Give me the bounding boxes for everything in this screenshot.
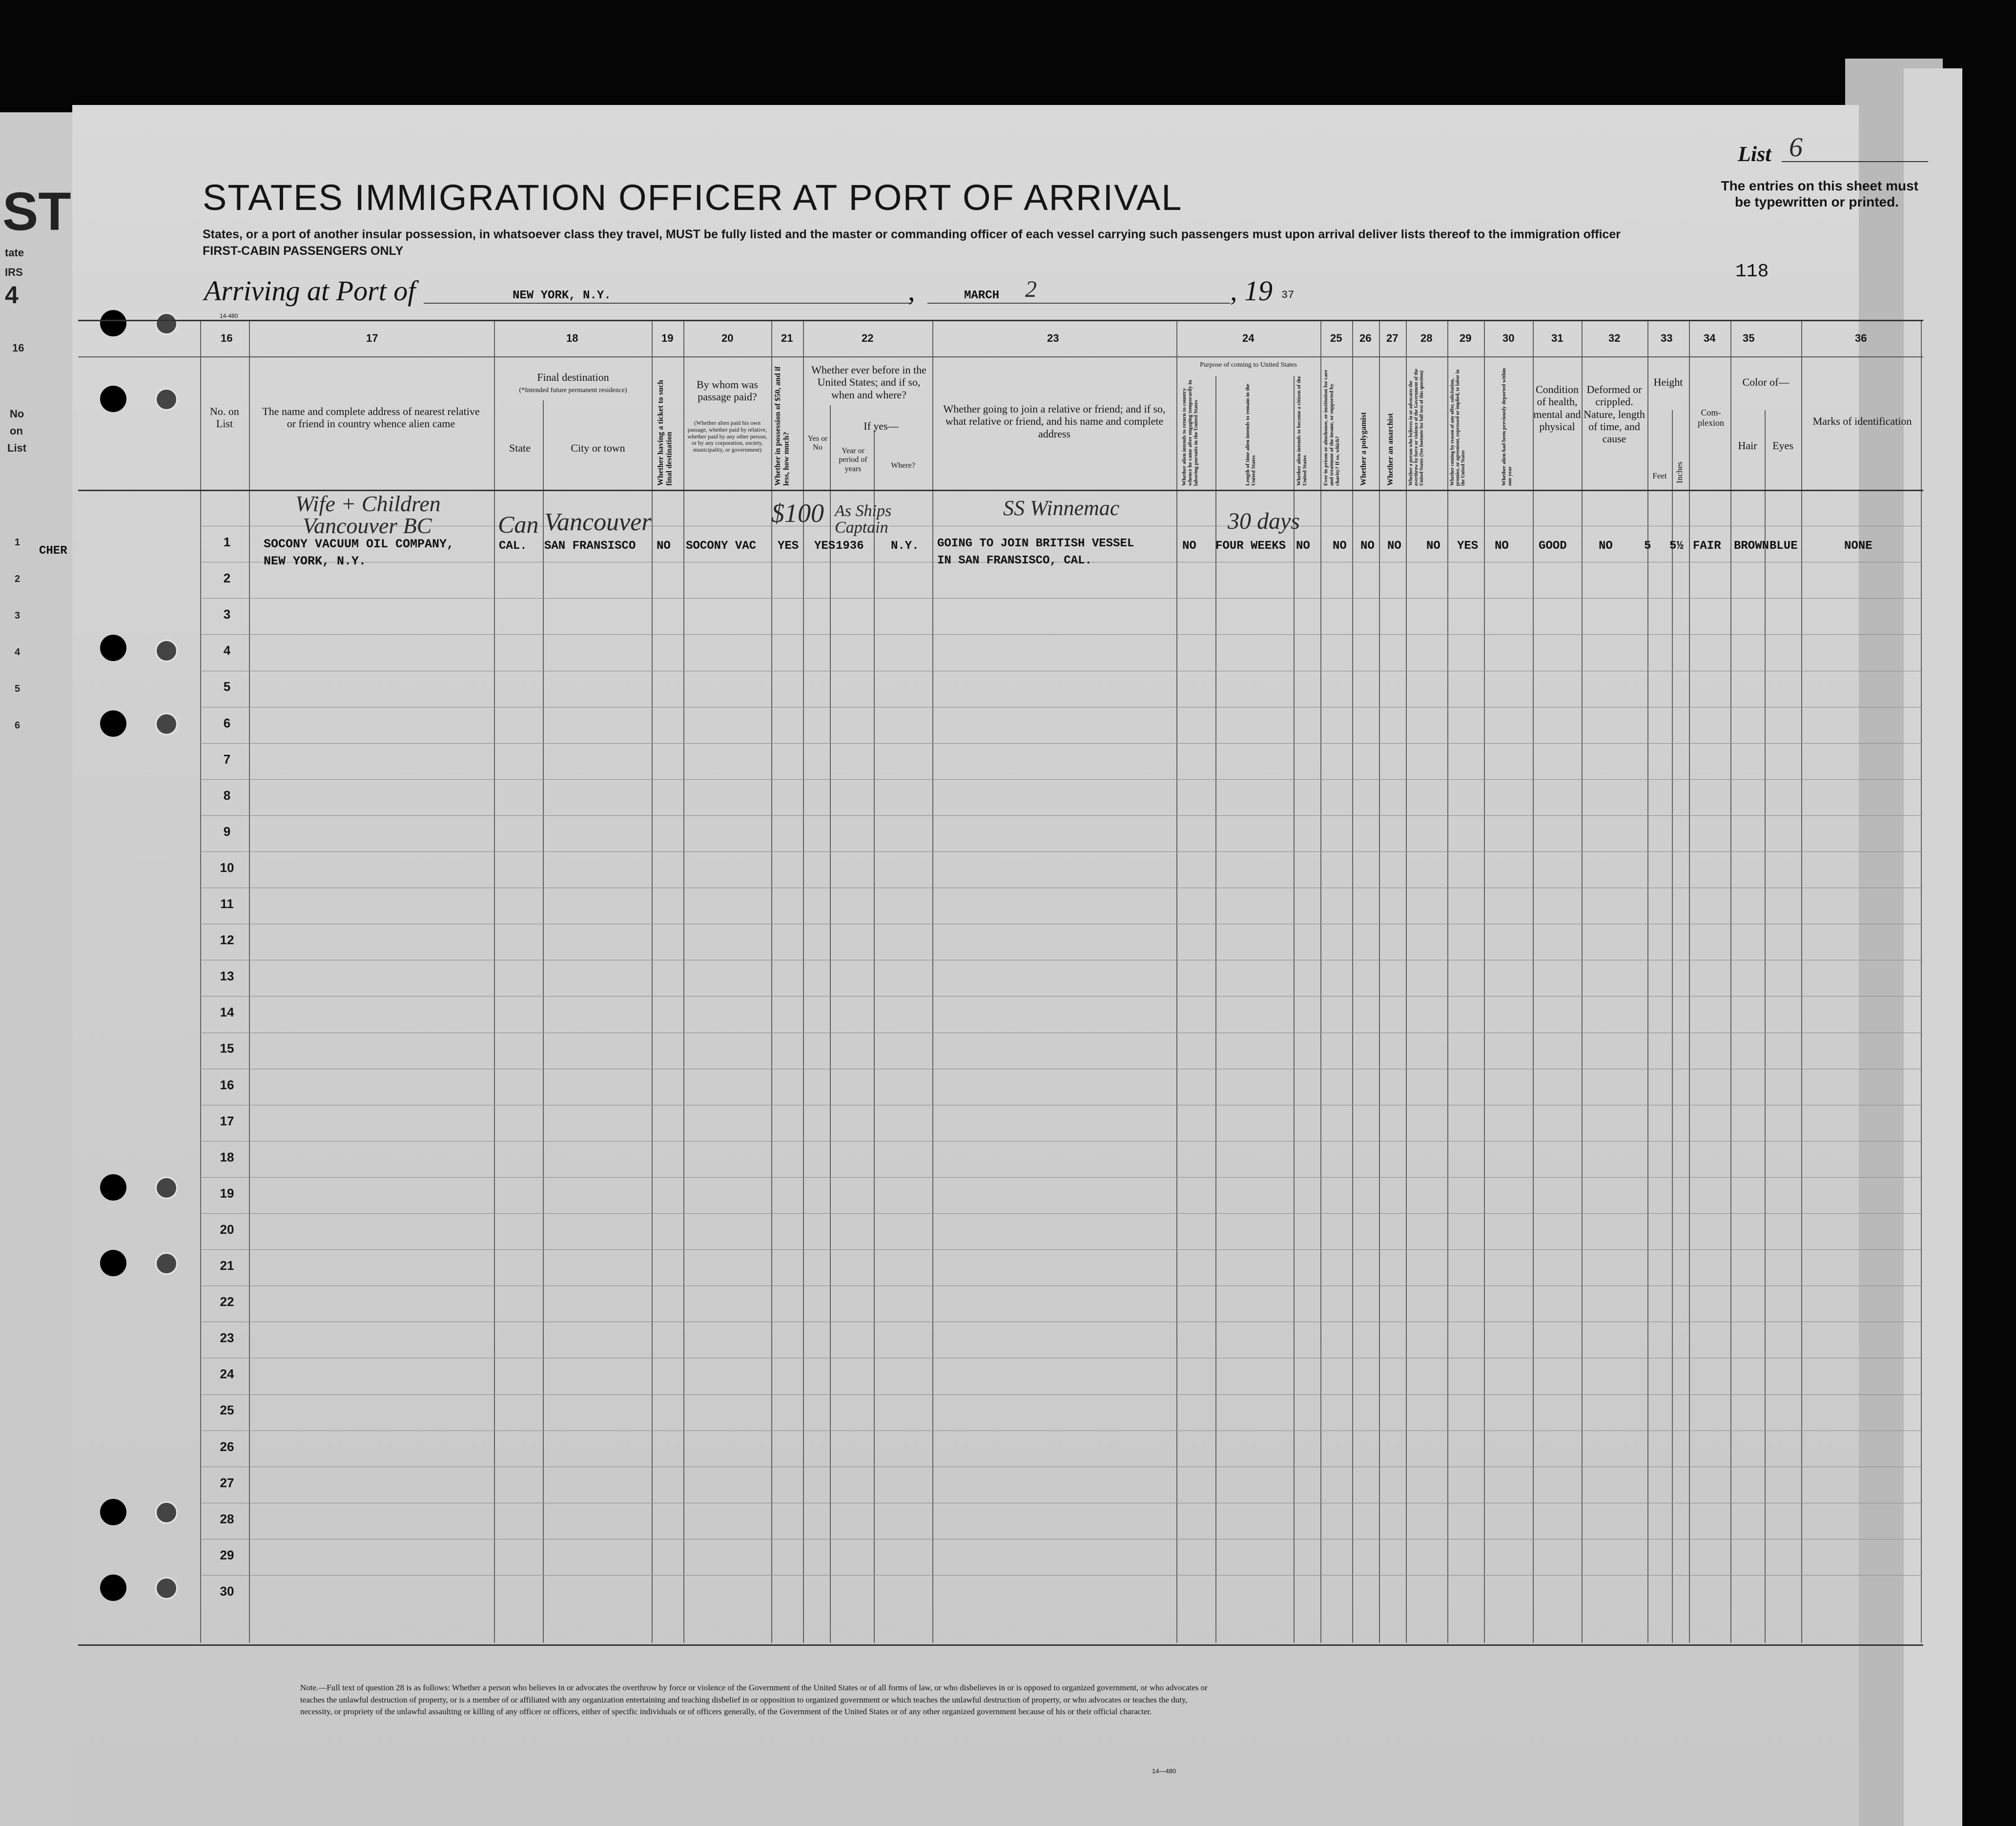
header-overthrow: Whether a person who believes in or advocates the overthrow by force or violence of the Government of the United States (See footnote for full text of this question) <box>1408 369 1424 486</box>
column-rule <box>543 400 544 1643</box>
deformed-value: NO <box>1599 540 1613 553</box>
strip-fragment: 4 <box>5 281 19 309</box>
punch-hole <box>155 1177 178 1199</box>
column-rule <box>1921 320 1922 1643</box>
header-paid-by: By whom was passage paid? <box>697 378 758 403</box>
column-rule <box>1215 376 1216 1643</box>
row-number: 15 <box>220 1041 234 1056</box>
punch-hole <box>100 386 126 412</box>
complexion-value: FAIR <box>1693 540 1721 553</box>
row-number: 13 <box>220 969 234 984</box>
header-paid-by-sub: (Whether alien paid his own passage, whether paid by relative, whether paid by any other person, or by any corporation, society, municipality, or government) <box>687 419 767 454</box>
header-health: Condition of health, mental and physical <box>1533 383 1581 433</box>
row-rule <box>200 1177 1921 1178</box>
header-rule <box>78 320 1923 321</box>
column-number: 21 <box>781 332 793 344</box>
header-purpose-length: Length of time alien intends to remain in the United States <box>1245 384 1257 486</box>
year-prefix: , 19 <box>1230 275 1273 307</box>
row-number: 30 <box>220 1583 234 1598</box>
page-title: STATES IMMIGRATION OFFICER AT PORT OF ARRIVAL <box>203 177 1183 218</box>
column-number: 25 <box>1330 332 1342 344</box>
header-height: Height <box>1653 376 1683 388</box>
row-number: 22 <box>220 1294 234 1309</box>
length-handwritten: 30 days <box>1228 508 1300 534</box>
strip-fragment: 4 <box>15 647 21 658</box>
row-number: 27 <box>220 1475 234 1490</box>
header-rule <box>78 356 1923 357</box>
column-rule <box>1294 376 1295 1643</box>
header-contract-labor: Whether coming by reason of any offer, solicitation, promise, or agreement, expressed or implied, to labor in the United States <box>1450 369 1466 486</box>
row-rule <box>200 1575 1921 1576</box>
row-rule <box>200 1249 1921 1250</box>
column-rule <box>1672 410 1673 1643</box>
contract-value: YES <box>1457 540 1479 553</box>
punch-hole <box>155 312 178 335</box>
list-line <box>1782 161 1928 162</box>
header-if-yes: If yes— <box>864 420 899 432</box>
column-number: 26 <box>1359 332 1372 344</box>
column-number: 36 <box>1855 332 1867 344</box>
row-number: 7 <box>223 751 231 767</box>
row-number: 6 <box>223 715 231 730</box>
city-handwritten: Vancouver <box>544 508 652 536</box>
column-rule <box>652 320 653 1643</box>
ticket-value: NO <box>657 540 671 553</box>
column-rule <box>1582 320 1583 1643</box>
manifest-sheet <box>72 105 1859 1826</box>
header-city: City or town <box>571 442 625 454</box>
header-purpose-citizen: Whether alien intends to become a citizen of the United States <box>1296 376 1308 486</box>
row-number: 19 <box>220 1185 234 1201</box>
before-yes-no: YES <box>814 540 836 553</box>
column-rule <box>1484 320 1485 1643</box>
strip-fragment: No <box>10 408 24 420</box>
punch-hole <box>100 1499 126 1525</box>
row-number: 23 <box>220 1330 234 1346</box>
column-number: 32 <box>1608 332 1621 344</box>
joining-line1: GOING TO JOIN BRITISH VESSEL <box>937 537 1134 550</box>
row-number: 12 <box>220 933 234 948</box>
strip-fragment: 2 <box>15 574 21 584</box>
row-number: 17 <box>220 1113 234 1128</box>
row-number: 26 <box>220 1439 234 1454</box>
header-prison: Ever in prison or almshouse, or institution for care and treatment of the insane, or supported by charity? If so, which? <box>1323 370 1341 486</box>
row-number: 20 <box>220 1222 234 1237</box>
year-suffix: 37 <box>1281 289 1295 301</box>
punch-hole <box>155 713 178 735</box>
row-number: 3 <box>223 607 231 622</box>
length-value: FOUR WEEKS <box>1215 540 1286 553</box>
header-where: Where? <box>891 461 915 470</box>
strip-fragment: 1 <box>15 537 21 548</box>
relative-handwritten-2: Vancouver BC <box>303 513 432 538</box>
column-number: 30 <box>1502 332 1515 344</box>
column-rule <box>1352 320 1353 1643</box>
row-number: 14 <box>220 1005 234 1020</box>
punch-hole <box>155 1577 178 1599</box>
row-number: 29 <box>220 1547 234 1562</box>
column-number: 22 <box>862 332 874 344</box>
punch-hole <box>155 1501 178 1524</box>
column-rule <box>1406 320 1407 1643</box>
footer-form-number: 14—480 <box>1152 1767 1176 1775</box>
port-line <box>424 303 912 304</box>
footnote: Note.—Full text of question 28 is as follows: Whether a person who believes in or advocates the overthrow by force or violence of the Government of the United States or of all forms of law, or who disbelieves in or is opposed to organized government, or who advocates or teaches the unlawful destruction of property, or is a member of or affiliated with any organization entertaining and teaching disbelief in or opposition to organized government or which teaches the unlawful destruction of property, or who advocates or teaches the duty, necessity, or propriety of the unlawful assaulting or killing of any officer or officers, either of specific individuals or of officers generally, of the Government of the United States or of any other organized government because of his or their official character. <box>300 1683 1208 1717</box>
joining-handwritten: SS Winnemac <box>1003 496 1120 520</box>
column-number: 20 <box>721 332 734 344</box>
row-number: 21 <box>220 1258 234 1273</box>
comma: , <box>908 275 915 307</box>
punch-hole <box>100 310 126 336</box>
header-purpose-return: Whether alien intends to return to country whence he came after engaging temporarily in laboring pursuits in the United States <box>1181 380 1199 486</box>
header-marks: Marks of identification <box>1812 415 1912 427</box>
header-inches: Inches <box>1675 461 1684 483</box>
header-final-destination-sub: (*Intended future permanent residence) <box>519 387 627 394</box>
relative-address-line2: NEW YORK, N.Y. <box>264 554 367 568</box>
column-rule <box>830 405 831 1643</box>
eyes-value: BLUE <box>1769 540 1798 553</box>
column-number: 33 <box>1661 332 1673 344</box>
row-number: 18 <box>220 1149 234 1164</box>
strip-letters: ST <box>2 182 71 242</box>
previous-page-strip <box>0 112 78 1826</box>
row-number: 2 <box>223 571 231 586</box>
instruction-line: States, or a port of another insular possession, in whatsoever class they travel, MUST be fully listed and the master or commanding officer of each vessel carrying such passengers must upon arrival deliver lists thereof to the immigration officer <box>203 228 1621 241</box>
state-value: CAL. <box>499 540 527 553</box>
strip-fragment: List <box>7 442 27 454</box>
header-relative: The name and complete address of nearest relative or friend in country whence alien came <box>262 405 480 430</box>
header-final-destination: Final destination <box>537 371 609 383</box>
header-color-of: Color of— <box>1742 376 1790 388</box>
header-anarchist: Whether an anarchist <box>1386 413 1395 486</box>
state-handwritten: Can <box>498 511 539 538</box>
header-feet: Feet <box>1652 471 1667 480</box>
before-year: 1936 <box>836 540 864 553</box>
header-before-in-us: Whether ever before in the United States; and if so, when and where? <box>811 364 926 401</box>
before-where: N.Y. <box>891 540 919 553</box>
row-number: 8 <box>223 788 231 803</box>
strip-fragment: 5 <box>15 684 21 694</box>
column-rule <box>1689 320 1690 1643</box>
column-number: 34 <box>1704 332 1716 344</box>
punch-hole <box>100 1174 126 1201</box>
header-money: Whether in possession of $50, and if less, how much? <box>774 366 791 486</box>
column-number: 17 <box>366 332 378 344</box>
instruction-line: FIRST-CABIN PASSENGERS ONLY <box>203 244 404 258</box>
list-number: 6 <box>1789 132 1803 163</box>
money-handwritten: $100 <box>771 498 824 528</box>
entries-note: The entries on this sheet must <box>1721 178 1918 193</box>
header-no-on-list: No. on List <box>210 405 239 430</box>
column-number: 29 <box>1460 332 1472 344</box>
paid-by-value: SOCONY VAC <box>686 540 757 553</box>
row-rule <box>200 634 1921 635</box>
citizen-value: NO <box>1296 540 1310 553</box>
row-rule <box>200 743 1921 744</box>
row-number: 28 <box>220 1511 234 1526</box>
row-rule <box>200 851 1921 852</box>
relative-handwritten: Wife + Children <box>295 491 441 516</box>
deported-value: NO <box>1495 540 1509 553</box>
row-number: 4 <box>223 643 231 658</box>
column-number: 31 <box>1551 332 1563 344</box>
punch-hole <box>100 1575 126 1601</box>
anarchist-value: NO <box>1387 540 1401 553</box>
form-number: 14-480 <box>220 312 238 319</box>
list-label: List <box>1738 142 1771 166</box>
header-deported: Whether alien had been previously deported within one year <box>1501 368 1513 486</box>
row-number: 24 <box>220 1367 234 1382</box>
strip-fragment: on <box>10 425 23 437</box>
backing-sheet <box>1904 68 1962 1826</box>
strip-fragment: tate <box>5 247 24 259</box>
column-number: 23 <box>1047 332 1059 344</box>
column-rule <box>494 320 495 1643</box>
header-purpose: Purpose of coming to United States <box>1200 361 1297 369</box>
money-value: YES <box>778 540 799 553</box>
row-rule <box>200 779 1921 780</box>
header-joining: Whether going to join a relative or friend; and if so, what relative or friend, and his name and complete address <box>943 403 1166 440</box>
punch-hole <box>100 710 126 737</box>
punch-hole <box>100 635 126 661</box>
row-number: 9 <box>223 824 231 839</box>
column-number: 35 <box>1743 332 1755 344</box>
column-rule <box>1765 410 1766 1643</box>
column-number: 27 <box>1386 332 1399 344</box>
prison-value: NO <box>1333 540 1347 553</box>
column-rule <box>1647 320 1648 1643</box>
row-number: 25 <box>220 1403 234 1418</box>
marks-value: NONE <box>1844 540 1872 553</box>
strip-fragment: 16 <box>12 342 24 354</box>
column-rule <box>1801 320 1802 1643</box>
header-yes-no: Yes or No <box>807 435 828 452</box>
strip-fragment: 3 <box>15 610 21 621</box>
height-inches: 5½ <box>1669 540 1684 553</box>
overthrow-value: NO <box>1426 540 1440 553</box>
row-rule <box>200 1394 1921 1395</box>
header-polygamist: Whether a polygamist <box>1359 412 1368 486</box>
height-feet: 5 <box>1644 540 1651 553</box>
header-eyes: Eyes <box>1772 439 1793 452</box>
row-rule <box>200 598 1921 599</box>
entries-note: be typewritten or printed. <box>1734 194 1899 209</box>
row-number: 5 <box>223 679 231 694</box>
port-value: NEW YORK, N.Y. <box>513 289 611 302</box>
column-number: 19 <box>661 332 674 344</box>
column-number: 24 <box>1242 332 1255 344</box>
column-rule <box>1447 320 1448 1643</box>
column-number: 28 <box>1420 332 1433 344</box>
sheet-number: 118 <box>1735 261 1769 282</box>
column-number: 18 <box>566 332 578 344</box>
before-handwritten: As Ships Captain <box>835 502 892 537</box>
column-rule <box>1533 320 1534 1643</box>
column-rule <box>1320 320 1321 1643</box>
column-rule <box>932 320 933 1643</box>
header-complexion: Com-plexion <box>1698 408 1724 428</box>
punch-hole <box>155 1252 178 1275</box>
header-state: State <box>509 442 531 454</box>
hair-value: BROWN <box>1734 540 1769 553</box>
column-rule <box>1730 320 1731 1643</box>
column-rule <box>200 320 201 1643</box>
row-rule <box>200 815 1921 816</box>
header-year: Year or period of years <box>839 447 867 473</box>
city-value: SAN FRANSISCO <box>544 540 636 553</box>
punch-hole <box>100 1250 126 1276</box>
column-rule <box>874 430 875 1643</box>
column-rule <box>683 320 684 1643</box>
row-rule <box>200 1213 1921 1214</box>
health-value: GOOD <box>1539 540 1567 553</box>
header-deformed: Deformed or crippled. Nature, length of time, and cause <box>1584 383 1645 445</box>
row-number: 10 <box>220 860 234 875</box>
header-hair: Hair <box>1738 439 1757 452</box>
day-value: 2 <box>1025 276 1037 302</box>
relative-address-line1: SOCONY VACUUM OIL COMPANY, <box>264 537 454 551</box>
row-number: 11 <box>220 896 234 911</box>
arriving-label: Arriving at Port of <box>204 275 416 307</box>
column-number: 16 <box>221 332 233 344</box>
date-line <box>927 303 1230 304</box>
column-rule <box>1379 320 1380 1643</box>
column-rule <box>249 320 250 1643</box>
punch-hole <box>155 388 178 411</box>
month-value: MARCH <box>964 289 1000 302</box>
joining-line2: IN SAN FRANSISCO, CAL. <box>937 554 1092 567</box>
polygamist-value: NO <box>1360 540 1375 553</box>
footer-rule <box>78 1644 1923 1646</box>
row-number: 1 <box>223 535 231 549</box>
row-number: 16 <box>220 1077 234 1092</box>
strip-name-fragment: CHER <box>39 544 67 558</box>
strip-fragment: 6 <box>15 720 21 731</box>
return-value: NO <box>1182 540 1196 553</box>
column-rule <box>1176 320 1177 1643</box>
strip-fragment: IRS <box>5 266 23 278</box>
punch-hole <box>155 640 178 662</box>
header-ticket: Whether having a ticket to such final destination <box>657 379 674 486</box>
